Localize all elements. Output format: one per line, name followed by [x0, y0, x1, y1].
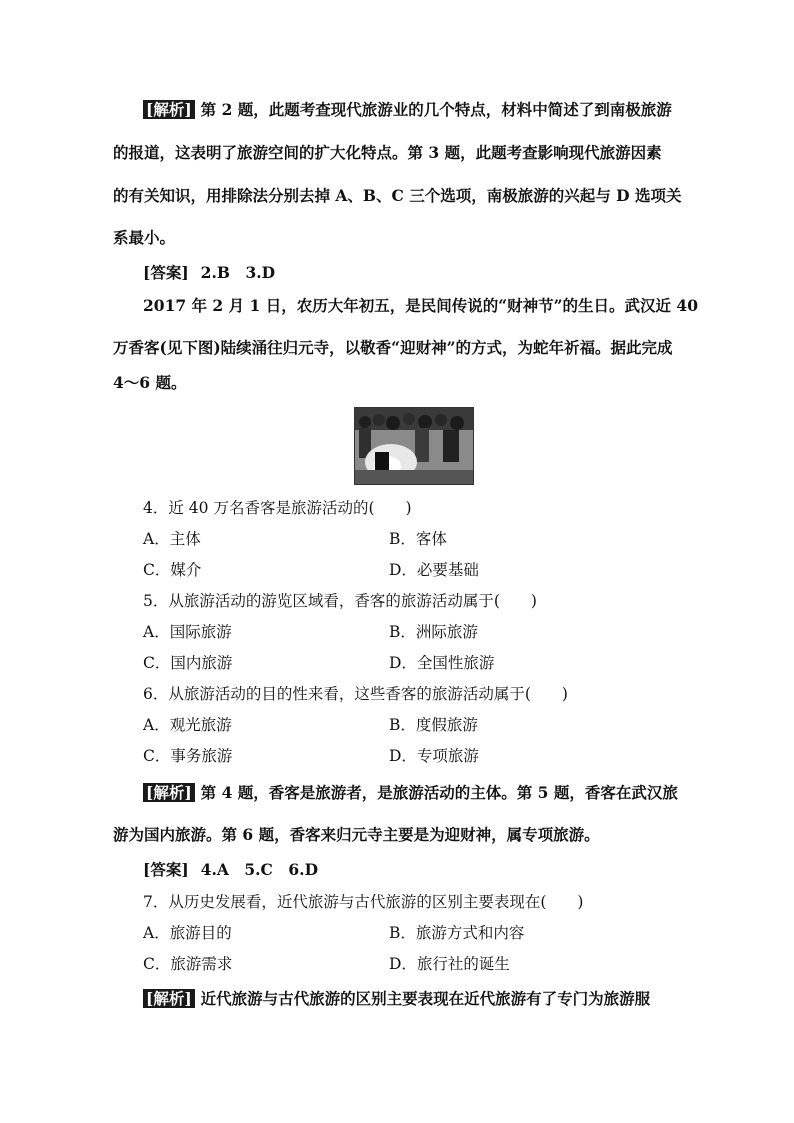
analysis-line: 的报道，这表明了旅游空间的扩大化特点。第 3 题，此题考查影响现代旅游因素 — [113, 143, 662, 162]
option-b[interactable]: B．旅游方式和内容 — [389, 924, 525, 942]
question-4-stem: 4．近 40 万名香客是旅游活动的( ) — [143, 499, 412, 517]
option-a[interactable]: A．主体 — [143, 530, 201, 548]
passage-line: 万香客(见下图)陆续涌往归元寺，以敬香“迎财神”的方式，为蛇年祈福。据此完成 — [113, 338, 673, 357]
analysis-tag: [解析] — [143, 100, 195, 119]
option-b[interactable]: B．洲际旅游 — [389, 623, 478, 641]
photo-illustration — [355, 408, 473, 484]
option-a[interactable]: A．国际旅游 — [143, 623, 232, 641]
analysis-line: 系最小。 — [113, 228, 176, 247]
option-d[interactable]: D．专项旅游 — [389, 747, 479, 765]
analysis-tag: [解析] — [143, 989, 195, 1008]
option-d[interactable]: D．旅行社的诞生 — [389, 955, 510, 973]
incense-crowd-photo — [354, 407, 474, 485]
analysis-tag: [解析] — [143, 783, 195, 802]
analysis-line: [解析] 第 4 题，香客是旅游者，是旅游活动的主体。第 5 题，香客在武汉旅 — [143, 783, 713, 803]
option-a[interactable]: A．观光旅游 — [143, 716, 232, 734]
passage-line: 4～6 题。 — [113, 373, 187, 392]
question-5-stem: 5．从旅游活动的游览区域看，香客的旅游活动属于( ) — [143, 592, 537, 610]
option-b[interactable]: B．客体 — [389, 530, 447, 548]
option-c[interactable]: C．国内旅游 — [143, 654, 233, 672]
analysis-line: [解析] 近代旅游与古代旅游的区别主要表现在近代旅游有了专门为旅游服 — [143, 989, 713, 1009]
answer-line: [答案] 4.A 5.C 6.D — [143, 860, 319, 879]
option-a[interactable]: A．旅游目的 — [143, 924, 232, 942]
analysis-line: 游为国内旅游。第 6 题，香客来归元寺主要是为迎财神，属专项旅游。 — [113, 825, 600, 844]
option-c[interactable]: C．事务旅游 — [143, 747, 233, 765]
question-7-stem: 7．从历史发展看，近代旅游与古代旅游的区别主要表现在( ) — [143, 893, 584, 911]
answer-tag: [答案] — [143, 263, 189, 282]
answer-tag: [答案] — [143, 860, 189, 879]
option-d[interactable]: D．必要基础 — [389, 561, 479, 579]
passage-line: 2017 年 2 月 1 日，农历大年初五，是民间传说的“财神节”的生日。武汉近 40 — [143, 296, 698, 315]
analysis-line: 的有关知识，用排除法分别去掉 A、B、C 三个选项，南极旅游的兴起与 D 选项关 — [113, 186, 682, 205]
option-b[interactable]: B．度假旅游 — [389, 716, 478, 734]
option-d[interactable]: D．全国性旅游 — [389, 654, 495, 672]
option-c[interactable]: C．媒介 — [143, 561, 202, 579]
analysis-line: [解析] 第 2 题，此题考查现代旅游业的几个特点，材料中简述了到南极旅游 — [143, 100, 713, 120]
question-6-stem: 6．从旅游活动的目的性来看，这些香客的旅游活动属于( ) — [143, 685, 568, 703]
answer-line: [答案] 2.B 3.D — [143, 263, 276, 282]
option-c[interactable]: C．旅游需求 — [143, 955, 233, 973]
